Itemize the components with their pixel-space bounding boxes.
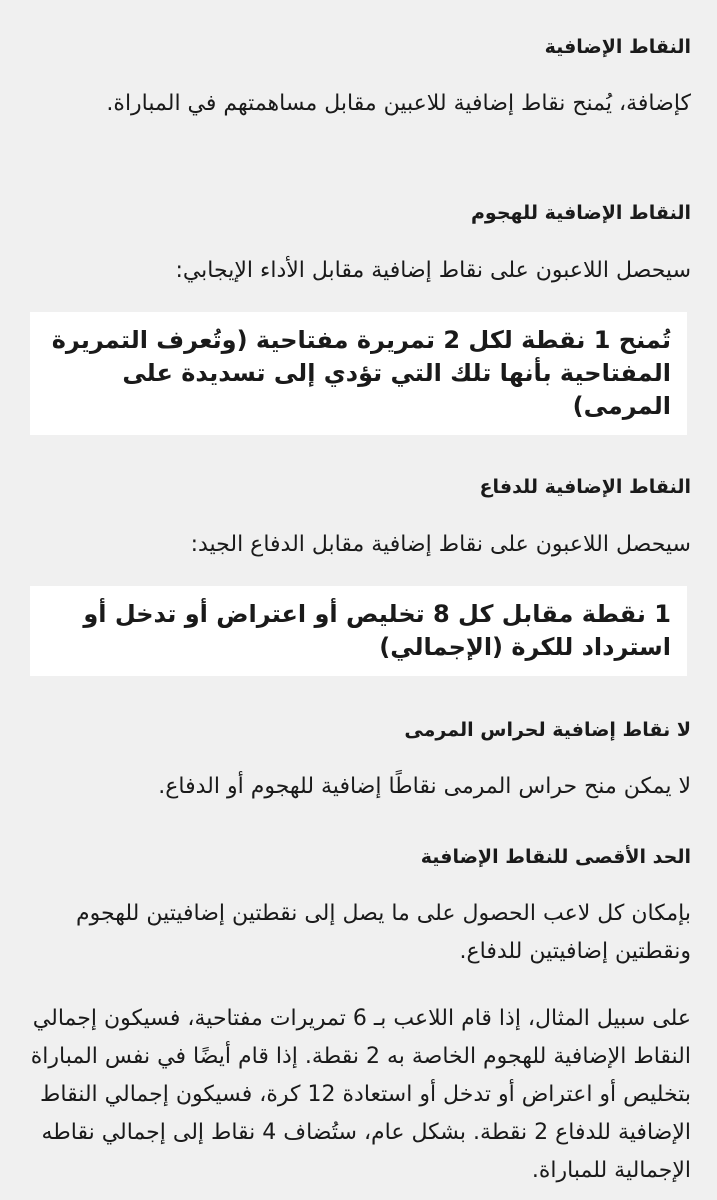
goalkeeper-text: لا يمكن منح حراس المرمى نقاطًا إضافية للهجوم أو الدفاع. bbox=[158, 774, 691, 799]
example-text: على سبيل المثال، إذا قام اللاعب بـ 6 تمريرات مفتاحية، فسيكون إجمالي النقاط الإضافية للهجوم الخاصة به 2 نقطة. إذا قام أيضًا في نفس المباراة بتخليص أو اعتراض أو تدخل أو استعادة 12 كرة، فسيكون إجمالي النقاط الإضافية للدفاع 2 نقطة. بشكل عام، ستُضاف 4 نقاط إلى إجمالي نقاطه الإجمالية للمباراة. bbox=[30, 1006, 691, 1183]
max-points-heading: الحد الأقصى للنقاط الإضافية bbox=[420, 846, 691, 868]
defense-rule-box: 1 نقطة مقابل كل 8 تخليص أو اعتراض أو تدخل أو استرداد للكرة (الإجمالي) bbox=[30, 586, 687, 676]
attack-intro: سيحصل اللاعبون على نقاط إضافية مقابل الأداء الإيجابي: bbox=[175, 258, 691, 283]
attack-rule-box: تُمنح 1 نقطة لكل 2 تمريرة مفتاحية (وتُعرف التمريرة المفتاحية بأنها تلك التي تؤدي إلى تسديدة على المرمى) bbox=[30, 312, 687, 435]
defense-heading: النقاط الإضافية للدفاع bbox=[479, 476, 691, 498]
attack-heading: النقاط الإضافية للهجوم bbox=[470, 202, 691, 224]
defense-intro: سيحصل اللاعبون على نقاط إضافية مقابل الدفاع الجيد: bbox=[190, 532, 691, 557]
extra-points-intro: كإضافة، يُمنح نقاط إضافية للاعبين مقابل مساهمتهم في المباراة. bbox=[106, 91, 691, 116]
max-points-text: بإمكان كل لاعب الحصول على ما يصل إلى نقطتين إضافيتين للهجوم ونقطتين إضافيتين للدفاع. bbox=[76, 901, 691, 964]
extra-points-heading: النقاط الإضافية bbox=[544, 36, 691, 58]
goalkeeper-heading: لا نقاط إضافية لحراس المرمى bbox=[404, 719, 691, 741]
